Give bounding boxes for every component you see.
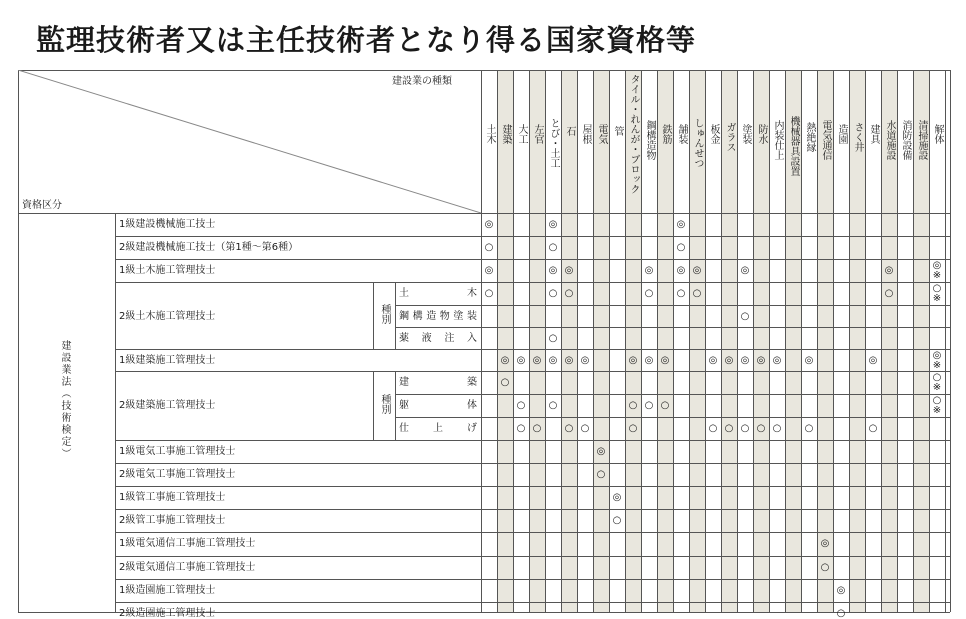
grid-line-h	[115, 236, 950, 237]
grid-line-v	[769, 70, 770, 612]
sub-type-label: 仕上げ	[399, 423, 477, 434]
shubetsu-label: 種別	[379, 303, 390, 324]
qualification-mark: ○	[868, 423, 878, 434]
grid-line-v	[833, 70, 834, 612]
column-shade	[561, 70, 577, 612]
grid-line-v	[673, 70, 674, 612]
qualification-mark: ◎	[484, 219, 494, 230]
qualification-mark: ○	[676, 288, 686, 299]
grid-line-h	[395, 417, 950, 418]
qualification-mark: ○	[692, 288, 702, 299]
qualification-mark: ○	[516, 400, 526, 411]
qualification-mark: ○	[548, 242, 558, 253]
qualification-mark: ○	[628, 400, 638, 411]
qualification-mark: ◎	[548, 219, 558, 230]
grid-line-v	[513, 70, 514, 612]
grid-line-h	[395, 305, 950, 306]
grid-line-v	[945, 70, 946, 612]
grid-line-h	[115, 509, 950, 510]
grid-line-h	[115, 440, 950, 441]
column-shade	[657, 70, 673, 612]
column-header-17: 塗装	[740, 124, 751, 144]
qualification-mark: ◎	[884, 265, 894, 276]
grid-line-v	[897, 70, 898, 612]
grid-line-v	[849, 70, 850, 612]
column-header-25: 建具	[868, 124, 879, 144]
qualification-mark: ◎	[772, 355, 782, 366]
qualification-mark: ○	[804, 423, 814, 434]
qualification-mark: ◎	[644, 355, 654, 366]
grid-line-v	[373, 282, 374, 349]
column-header-2: 建築	[500, 124, 511, 144]
column-header-9: 管	[612, 126, 623, 136]
grid-line-v	[801, 70, 802, 612]
grid-line-v	[561, 70, 562, 612]
grid-line-v	[881, 70, 882, 612]
column-header-5: とび・土工	[548, 118, 559, 168]
qualification-mark: ◎	[724, 355, 734, 366]
qualification-mark: ○	[516, 423, 526, 434]
qualification-label: 2級建築施工管理技士	[119, 400, 216, 411]
qualification-mark: ○※	[932, 283, 942, 304]
column-header-18: 防水	[756, 124, 767, 144]
qualification-mark: ○	[628, 423, 638, 434]
qualification-mark: ◎	[580, 355, 590, 366]
qualification-mark: ◎	[676, 265, 686, 276]
qualification-mark: ○	[740, 423, 750, 434]
qualification-label: 2級電気工事施工管理技士	[119, 469, 236, 480]
column-header-10: タイル・れんが・ブロック	[628, 74, 639, 194]
qualification-label: 2級建設機械施工技士（第1種～第6種）	[119, 242, 299, 253]
qualification-mark: ◎	[820, 538, 830, 549]
qualification-label: 1級建設機械施工技士	[119, 219, 216, 230]
grid-line-v	[785, 70, 786, 612]
qualification-mark: ○	[564, 288, 574, 299]
qualification-mark: ○	[548, 333, 558, 344]
qualification-mark: ◎	[612, 492, 622, 503]
qualification-mark: ◎	[692, 265, 702, 276]
grid-line-v	[913, 70, 914, 612]
grid-line-h	[115, 556, 950, 557]
shubetsu-label: 種別	[379, 393, 390, 414]
grid-line-v	[395, 371, 396, 440]
qualification-label: 1級建築施工管理技士	[119, 355, 216, 366]
qualification-mark: ○	[548, 400, 558, 411]
qualification-mark: ◎	[804, 355, 814, 366]
grid-line-v	[721, 70, 722, 612]
qualification-label: 1級電気通信工事施工管理技士	[119, 538, 256, 549]
qualification-mark: ○	[484, 288, 494, 299]
qualification-mark: ◎	[628, 355, 638, 366]
qualification-mark: ○	[676, 242, 686, 253]
column-header-4: 左官	[532, 124, 543, 144]
qualification-mark: ◎※	[932, 260, 942, 281]
column-header-12: 鉄筋	[660, 124, 671, 144]
grid-line-v	[657, 70, 658, 612]
qualification-mark: ○	[644, 400, 654, 411]
grid-line-v	[689, 70, 690, 612]
grid-line-h	[115, 532, 950, 533]
group-label: 建設業法（技術検定）	[59, 340, 70, 460]
grid-line-h	[115, 259, 950, 260]
grid-line-v	[373, 371, 374, 440]
column-header-26: 水道施設	[884, 120, 895, 160]
column-shade	[593, 70, 609, 612]
column-header-16: ガラス	[724, 122, 735, 152]
qualification-mark: ◎	[868, 355, 878, 366]
column-header-27: 消防設備	[900, 120, 911, 160]
grid-line-v	[865, 70, 866, 612]
grid-line-v	[641, 70, 642, 612]
qualification-mark: ○	[564, 423, 574, 434]
qualification-mark: ○	[740, 311, 750, 322]
qualification-label: 2級電気通信工事施工管理技士	[119, 562, 256, 573]
column-header-23: 造園	[836, 124, 847, 144]
qualification-mark: ○※	[932, 372, 942, 393]
sub-type-label: 土木	[399, 288, 477, 299]
grid-line-h	[115, 349, 950, 350]
qualification-mark: ○	[500, 377, 510, 388]
column-header-21: 熱絶縁	[804, 122, 815, 152]
column-header-3: 大工	[516, 124, 527, 144]
header-diagonal	[18, 70, 481, 213]
qualification-mark: ◎	[548, 265, 558, 276]
column-header-11: 鋼構造物	[644, 120, 655, 160]
grid-line-v	[593, 70, 594, 612]
qualification-mark: ◎	[500, 355, 510, 366]
qualification-mark: ◎	[484, 265, 494, 276]
qualification-mark: ○	[884, 288, 894, 299]
column-header-1: 土木	[484, 124, 495, 144]
grid-line-v	[115, 213, 116, 612]
grid-line-h	[395, 394, 950, 395]
column-header-19: 内装仕上	[772, 120, 783, 160]
grid-line-v	[609, 70, 610, 612]
qualification-mark: ○	[756, 423, 766, 434]
qualification-mark: ○※	[932, 395, 942, 416]
column-header-29: 解体	[932, 124, 943, 144]
column-header-7: 屋根	[580, 124, 591, 144]
qualification-mark: ◎	[740, 355, 750, 366]
qualification-mark: ○	[484, 242, 494, 253]
kind-label: 建設業の種類	[392, 76, 452, 87]
qualification-mark: ◎	[564, 355, 574, 366]
column-header-6: 石	[564, 126, 575, 136]
grid-line-v	[481, 70, 482, 612]
column-shade	[753, 70, 769, 612]
grid-line-h	[115, 282, 950, 283]
qualification-label: 1級土木施工管理技士	[119, 265, 216, 276]
qual-label: 資格区分	[22, 200, 62, 211]
qualification-label: 1級電気工事施工管理技士	[119, 446, 236, 457]
qualification-mark: ○	[772, 423, 782, 434]
grid-line-h	[115, 486, 950, 487]
grid-line-v	[753, 70, 754, 612]
qualification-mark: ◎	[836, 585, 846, 596]
qualification-mark: ◎	[756, 355, 766, 366]
column-header-14: しゅんせつ	[692, 118, 703, 168]
qualification-mark: ◎	[676, 219, 686, 230]
column-header-15: 板金	[708, 124, 719, 144]
qualification-mark: ◎	[532, 355, 542, 366]
qualification-mark: ◎	[708, 355, 718, 366]
qualification-mark: ◎	[516, 355, 526, 366]
qualification-mark: ○	[644, 288, 654, 299]
qualification-mark: ◎	[548, 355, 558, 366]
qualification-label: 1級管工事施工管理技士	[119, 492, 226, 503]
qualification-mark: ○	[580, 423, 590, 434]
qualification-label: 2級土木施工管理技士	[119, 311, 216, 322]
grid-line-v	[705, 70, 706, 612]
grid-line-v	[577, 70, 578, 612]
qualification-mark: ○	[820, 562, 830, 573]
grid-line-h	[115, 371, 950, 372]
qualification-label: 2級造園施工管理技士	[119, 608, 216, 619]
column-header-8: 電気	[596, 124, 607, 144]
qualification-mark: ◎※	[932, 350, 942, 371]
grid-line-h	[115, 602, 950, 603]
qualification-mark: ◎	[564, 265, 574, 276]
column-header-22: 電気通信	[820, 120, 831, 160]
qualification-mark: ○	[836, 608, 846, 619]
qualification-mark: ○	[612, 515, 622, 526]
column-shade	[529, 70, 545, 612]
sub-type-label: 鋼構造物塗装	[399, 311, 477, 322]
qualification-mark: ○	[660, 400, 670, 411]
grid-line-v	[395, 282, 396, 349]
grid-line-v	[929, 70, 930, 612]
grid-line-v	[817, 70, 818, 612]
qualification-mark: ◎	[740, 265, 750, 276]
column-header-24: さく井	[852, 122, 863, 152]
qualification-mark: ◎	[660, 355, 670, 366]
grid-line-h	[115, 579, 950, 580]
grid-line-v	[625, 70, 626, 612]
grid-line-v	[497, 70, 498, 612]
grid-line-h	[395, 327, 950, 328]
qualification-mark: ○	[548, 288, 558, 299]
grid-line-v	[950, 70, 951, 612]
qualification-mark: ◎	[596, 446, 606, 457]
grid-line-v	[529, 70, 530, 612]
column-shade	[497, 70, 513, 612]
qualification-mark: ○	[708, 423, 718, 434]
qualification-mark: ◎	[644, 265, 654, 276]
column-header-13: 舗装	[676, 124, 687, 144]
qualification-mark: ○	[724, 423, 734, 434]
grid-line-v	[737, 70, 738, 612]
sub-type-label: 建築	[399, 377, 477, 388]
qualification-label: 1級造園施工管理技士	[119, 585, 216, 596]
sub-type-label: 躯体	[399, 400, 477, 411]
page-title: 監理技術者又は主任技術者となり得る国家資格等	[36, 23, 697, 57]
column-header-28: 清掃施設	[916, 120, 927, 160]
qualification-mark: ○	[532, 423, 542, 434]
qualification-mark: ○	[596, 469, 606, 480]
grid-line-h	[115, 213, 950, 214]
column-header-20: 機械器具設置	[788, 116, 799, 176]
grid-line-h	[115, 463, 950, 464]
sub-type-label: 薬液注入	[399, 333, 477, 344]
qualification-label: 2級管工事施工管理技士	[119, 515, 226, 526]
